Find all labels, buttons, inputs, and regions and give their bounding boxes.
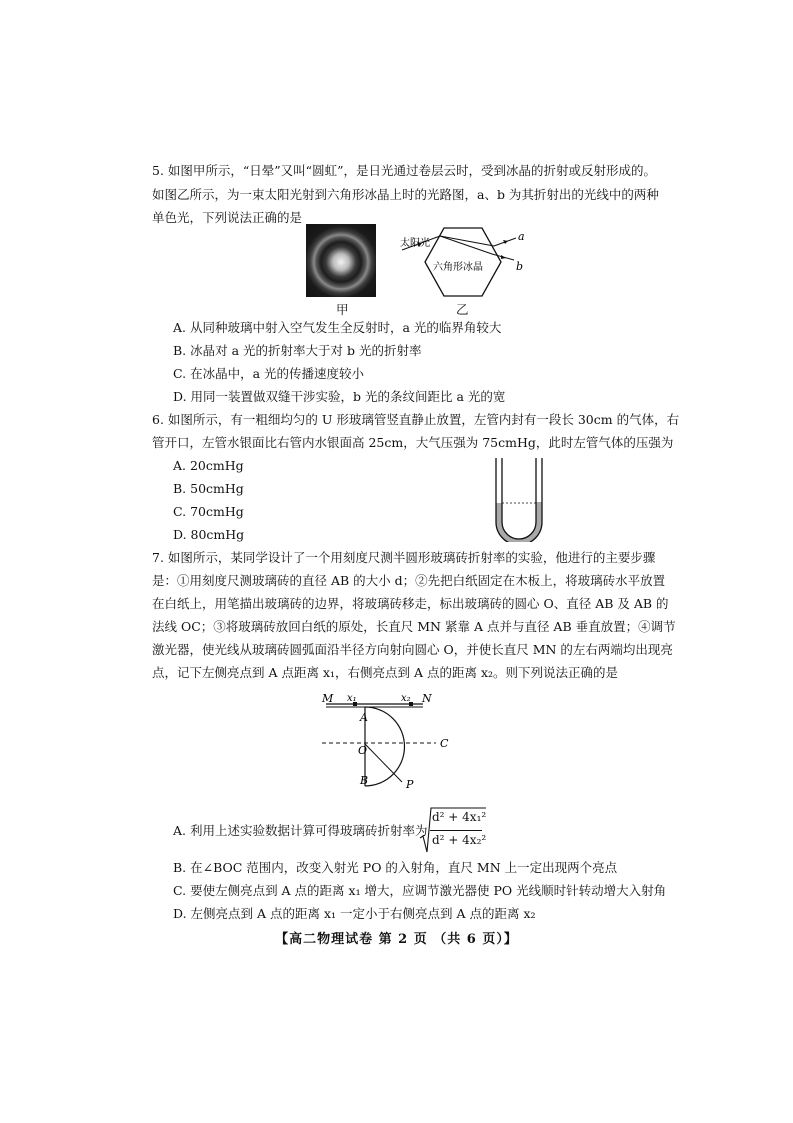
label-n: N [422,692,432,705]
exit-arrow-b [501,255,506,259]
q5-line-3: 单色光，下列说法正确的是 [152,210,303,225]
q5-option-a: A. 从同种玻璃中射入空气发生全反射时，a 光的临界角较大 [173,320,502,335]
label-b: B [360,774,369,787]
q7-line-5: 激光器，使光线从玻璃砖圆弧面沿半径方向射向圆心 O，并使长直尺 MN 的左右两端均出现亮 [152,642,673,657]
u-tube-diagram [488,454,566,542]
label-m: M [322,692,334,705]
label-a: A [360,711,368,724]
fraction-bar [430,830,482,831]
sun-halo-photo [306,224,376,297]
ray-b-label: b [516,260,524,273]
q6-option-a: A. 20cmHg [173,458,244,473]
inner-ray-b [440,236,492,254]
refractive-index-formula [418,806,488,856]
u-tube-inner [502,458,536,539]
q5-option-d: D. 用同一装置做双缝干涉实验，b 光的条纹间距比 a 光的宽 [173,389,506,404]
q7-line-3: 在白纸上，用笔描出玻璃砖的边界，将玻璃砖移走，标出玻璃砖的圆心 O、直径 AB 及 AB 的 [152,596,669,611]
inner-ray-a [440,236,494,246]
q7-option-c: C. 要使左侧亮点到 A 点的距离 x₁ 增大，应调节激光器使 PO 光线顺时针转动增大入射角 [173,883,667,898]
q7-option-d: D. 左侧亮点到 A 点的距离 x₁ 一定小于右侧亮点到 A 点的距离 x₂ [173,906,536,921]
q7-option-b: B. 在∠BOC 范围内，改变入射光 PO 的入射角，直尺 MN 上一定出现两个亮点 [173,860,618,875]
q7-line-1: 7. 如图所示，某同学设计了一个用刻度尺测半圆形玻璃砖折射率的实验，他进行的主要步骤 [152,550,656,565]
incident-ray-po [365,744,402,782]
q6-option-c: C. 70cmHg [173,504,244,519]
q6-option-d: D. 80cmHg [173,527,245,542]
formula-numerator: d² + 4x₁² [432,810,487,824]
q7-line-2: 是：①用刻度尺测玻璃砖的直径 AB 的大小 d；②先把白纸固定在木板上，将玻璃砖水平放置 [152,573,666,588]
semicircle-arc [365,707,405,786]
q6-line-2: 管开口，左管水银面比右管内水银面高 25cm，大气压强为 75cmHg，此时左管气体的压强为 [152,435,674,450]
q6-line-1: 6. 如图所示，有一粗细均匀的 U 形玻璃管竖直静止放置，左管内封有一段长 30cm 的气体，右 [152,412,680,427]
formula-denominator: d² + 4x₂² [432,833,487,847]
mercury-column [496,502,542,542]
label-c: C [440,737,449,750]
q5-option-b: B. 冰晶对 a 光的折射率大于对 b 光的折射率 [173,343,422,358]
label-p: P [406,778,414,791]
label-o: O [358,744,368,757]
q7-option-a: A. 利用上述实验数据计算可得玻璃砖折射率为 [173,823,428,838]
q7-line-6: 点，记下左侧亮点到 A 点距离 x₁，右侧亮点到 A 点的距离 x₂。则下列说法正确的是 [152,665,619,680]
ray-a-label: a [518,230,525,243]
label-x1: x₁ [347,693,357,704]
sunlight-label: 太阳光 [400,238,430,249]
semicircle-glass-diagram [318,690,458,802]
q6-option-b: B. 50cmHg [173,481,244,496]
q7-line-4: 法线 OC；③将玻璃砖放回白纸的原处，长直尺 MN 紧靠 A 点并与直径 AB 垂直放置；④调节 [152,619,676,634]
q5-option-c: C. 在冰晶中，a 光的传播速度较小 [173,366,364,381]
q5-line-1: 5. 如图甲所示，“日晕”又叫“圆虹”，是日光通过卷层云时，受到冰晶的折射或反射形成的。 [152,163,656,178]
q5-line-2: 如图乙所示，为一束太阳光射到六角形冰晶上时的光路图，a、b 为其折射出的光线中的两种 [152,187,659,202]
fig-jia-label: 甲 [336,302,349,317]
crystal-label: 六角形冰晶 [433,262,483,273]
fig-yi-label: 乙 [456,302,469,317]
page-footer: 【高二物理试卷 第 2 页 （共 6 页）】 [275,932,518,947]
label-x2: x₂ [401,693,411,704]
